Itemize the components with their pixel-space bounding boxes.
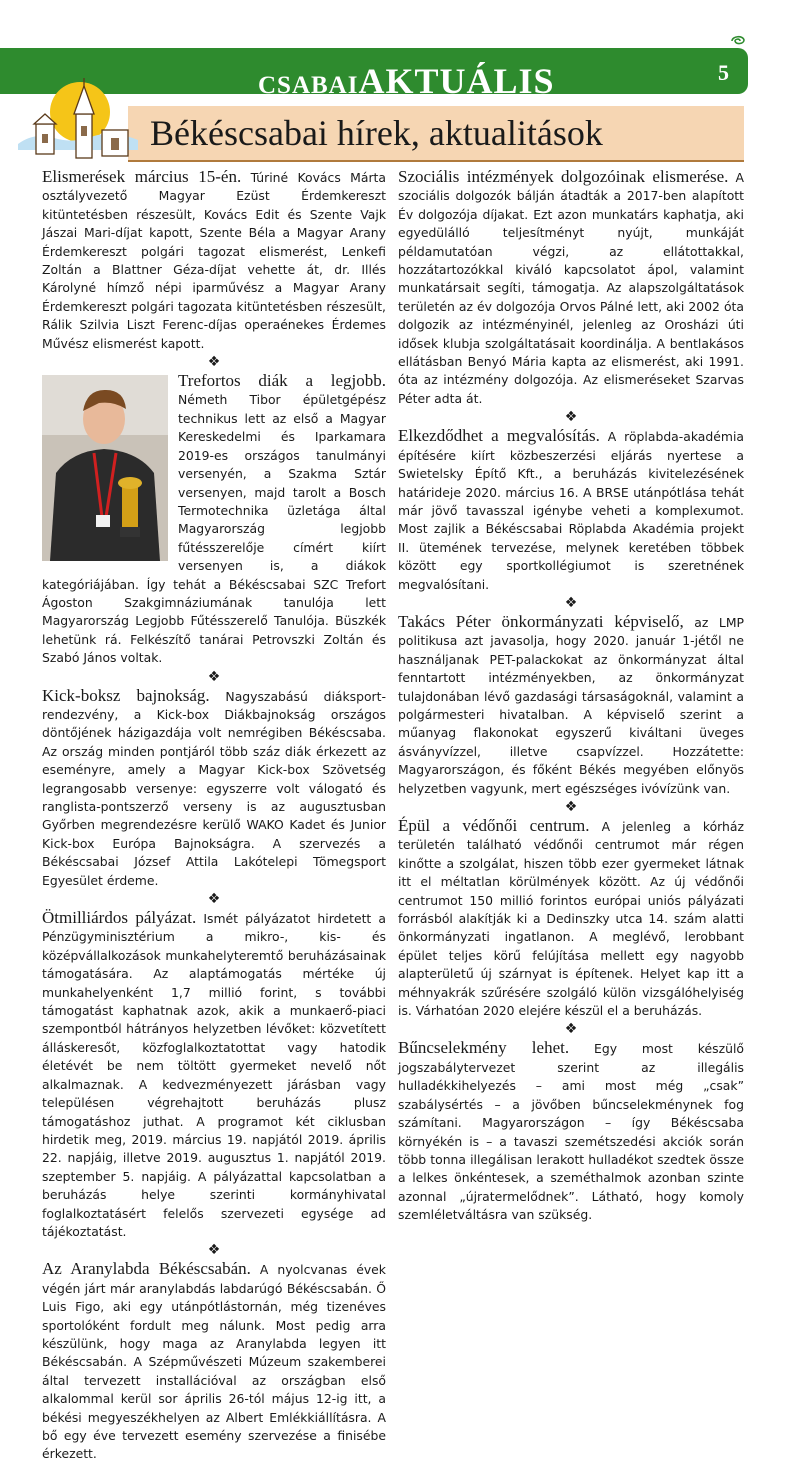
article-otmilliardos — [42, 909, 386, 1241]
article-title: Épül a védőnői centrum. — [398, 816, 590, 835]
article-szocialis — [398, 168, 744, 408]
article-trefortos — [42, 372, 386, 668]
article-title: Takács Péter önkormányzati képviselő, — [398, 611, 684, 631]
article-title: Ötmilliárdos pályázat. — [42, 908, 197, 928]
article-body: Németh Tibor épületgépész technikus lett az első a Magyar Kereskedelmi és Iparkamara 2019-es országos tanulmányi versenyén, a Szakma Sztár versenyen, majd tarolt a Bosch Termotechnika üzletága által Magyarország legjobb fűtésszerelője címért kiírt versenyen is, a diákok kategóriájában. Így tehát a Békéscsabai SZC Trefort Ágoston Szakgimnáziumának tanulója lett Magyarország Legjobb Fűtésszerelő Tanulója. Büszkék lehetünk rá. Felkészítő tanárai Petrovszki Zoltán és Szabó János voltak. — [42, 392, 386, 666]
article-takacs-peter — [398, 613, 744, 798]
article-separator: ❖ — [564, 1021, 578, 1038]
article-separator: ❖ — [207, 354, 221, 371]
magazine-title — [258, 60, 555, 102]
article-body: Nagyszabású diáksport-rendezvény, a Kick-box Diákbajnokság országos döntőjének házigazdája volt nemrégiben Békéscsaba. Az ország minden pontjáról több száz diák érkezett az eseményre, amely a Magyar Kick-box Szövetség legrangosabb versenye: egyszerre volt válogató és ranglista-pontszerző verseny is az augusztusban Győrben megrendezésre kerülő WAKO Kadet és Junior Kick-box Európa Bajnokságra. A szervezés a Békéscsabai József Attila Lakótelepi Tömegsport Egyesület érdeme. — [42, 688, 386, 888]
swirl-icon — [730, 32, 746, 48]
article-separator: ❖ — [564, 594, 578, 611]
article-title: Kick-boksz bajnokság. — [42, 685, 210, 705]
article-buncselekmeny — [398, 1039, 744, 1224]
article-elkezdodhet — [398, 427, 744, 594]
article-kick-boksz — [42, 687, 386, 890]
article-body: A jelenleg a kórház területén található védőnői centrumot már régen kinőtte a szolgálat, hiszen több ezer gyermeket látnak itt el méltatlan körülmények között. Az új védőnői centrumot 150 millió forintos európai uniós pályázati forrásból alakítják ki a Dedinszky utca 14. szám alatti önkormányzati ingatlanon. A meglévő, lerobbant épület teljes körű felújítása mellett egy nagyobb alapterületű új szárnyat is építenek. Helyet kap itt a méhnyakrák szűrésére szolgáló külön vizsgálóhelyiség is. Várhatóan 2020 elejére készül el a beruházás. — [398, 819, 744, 1019]
article-separator: ❖ — [207, 668, 221, 685]
article-aranylabda — [42, 1260, 386, 1463]
title-band-underline — [128, 160, 744, 162]
article-title: Elismerések március 15-én. — [42, 167, 242, 186]
article-vedonoi-centrum — [398, 817, 744, 1020]
left-column — [42, 168, 386, 1464]
magazine-title-small: CSABAI — [258, 72, 359, 99]
article-body: Ismét pályázatot hirdetett a Pénzügyminisztérium a mikro-, kis- és középvállalkozások munkahelyteremtő beruházásainak támogatására. Az alaptámogatás mértéke új munkahelyenként 1,7 millió forint, s további támogatást kaphatnak azok, akik a munkaerő-piaci szempontból hátrányos helyzetben lévőket: közvetített álláskeresőt, közfoglalkoztatottat vagy hatodik életévét be nem töltött gyermeket nevelő nőt alkalmaznak. A kedvezményezett járásban vagy településen végrehajtott beruházás plusz támogatáshoz juthat. A programot két ciklusban hirdetik meg, 2019. március 19. napjától 2019. április 22. napjáig, illetve 2019. augusztus 1. napjától 2019. szeptember 5. napjáig. A pályázattal kapcsolatban a beruházás helye szerinti kormányhivatal foglalkoztatásért felelős szervezeti egysége ad tájékoztatást. — [42, 911, 386, 1239]
article-title: Szociális intézmények dolgozóinak elismerése. — [398, 167, 729, 186]
right-column — [398, 168, 744, 1225]
section-title: Békéscsabai hírek, aktualitások — [150, 113, 603, 153]
article-body: Egy most készülő jogszabálytervezet szerint az illegális hulladékkihelyezés – ami most még „csak” szabálysértés – a jövőben bűncselekménynek fog számítani. Magyarországon – így Békéscsaba környékén is – a tavaszi szemétszedési akciók során több tonna illegálisan lerakott hulladékot szedtek össze a lelkes önkéntesek, a szeméthalmok azonban szinte azonnal „újratermelődnek”. Látható, hogy komoly szemléletváltásra van szükség. — [398, 1041, 744, 1223]
article-title: Bűncselekmény lehet. — [398, 1038, 570, 1058]
article-separator: ❖ — [207, 1242, 221, 1259]
article-body: Túriné Kovács Márta osztályvezető Magyar Ezüst Érdemkereszt kitüntetésben részesült, Kovács Edit és Szente Vajk Jászai Mari-díjat kapott, Szente Béla a Magyar Arany Érdemkereszt polgári tagozat elismerést, Lenkefi Zoltán a Blattner Géza-díjat vehette át, dr. Illés Károlyné hímző népi iparművész a Magyar Arany Érdemkereszt polgári tagozata kitüntetésben részesült, Rálik Szilvia Liszt Ferenc-díjas operaénekes Érdemes Művész elismerést kapott. — [42, 170, 386, 351]
article-title: Az Aranylabda Békéscsabán. — [42, 1259, 251, 1279]
article-title: Elkezdődhet a megvalósítás. — [398, 426, 600, 446]
article-separator: ❖ — [207, 891, 221, 908]
article-body: az LMP politikusa azt javasolja, hogy 2020. január 1-jétől ne használjanak PET-palackokat az önkormányzat által fenntartott intézményekben, az önkormányzat tulajdonában lévő gazdasági társaságoknál, valamint a polgármesteri hivatalban. A képviselő szerint a műanyag flakonokat egyszerű kiváltani üveges ásványvízzel, illetve csapvízzel. Hozzátette: Magyarországon, és főként Békés megyében előnyös helyzetben vagyunk, mert egészséges ivóvízünk van. — [398, 614, 744, 796]
magazine-title-big: AKTUÁLIS — [358, 61, 555, 101]
town-logo-icon — [14, 74, 148, 166]
article-separator: ❖ — [564, 799, 578, 815]
student-photo — [42, 375, 168, 561]
article-elismeresek — [42, 168, 386, 353]
article-body: A szociális dolgozók bálján átadták a 2017-ben alapított Év dolgozója díjakat. Ezt azon munkatárs kaphatja, aki egyedülálló teljesítményt nyújt, munkáját példamutatóan végzi, az ellátottakkal, hozzátartozókkal kiváló kapcsolatot ápol, valamint munkatársait segíti, támogatja. Az alapszolgáltatások területén az év dolgozója Orvos Pálné lett, aki 2002 óta dolgozik az intézményinél, jelenleg az Orosházi úti idősek klubja szolgáltatásait koordinálja. A bentlakásos ellátásban Benyó Mária kapta az elismerést, aki 1991. óta az intézmény dolgozója. Az elismeréseket Szarvas Péter adta át. — [398, 170, 744, 406]
article-separator: ❖ — [564, 409, 578, 426]
article-title: Trefortos diák a legjobb. — [178, 371, 386, 391]
article-body: A nyolcvanas évek végén járt már aranylabdás labdarúgó Békéscsabán. Ő Luis Figo, aki egy utánpótlástornán, még tizenéves sportolóként fordult meg nálunk. Most pedig arra készülünk, hogy maga az Aranylabda legyen itt Békéscsabán. A Szépművészeti Múzeum szakemberei által tervezett installációval az országban első alkalommal kerül sor április 26-tól május 12-ig itt, a békési megyeszékhelyen az Albert Emlékkiállításra. A bő egy éve tervezett esemény szervezése a finisébe érkezett. — [42, 1262, 386, 1462]
article-body: A röplabda-akadémia építésére kiírt közbeszerzési eljárás nyertese a Swietelsky Építő Kft., a beruházás kivitelezésének határideje 2020. március 16. A BRSE utánpótlása tehát már jövő tavasszal igénybe veheti a komplexumot. Most zajlik a Békéscsabai Röplabda Akadémia projekt II. ütemének tervezése, melynek keretében többek között egy sportkollégiumot is szeretnének megvalósítani. — [398, 429, 744, 592]
page-number: 5 — [718, 60, 729, 85]
